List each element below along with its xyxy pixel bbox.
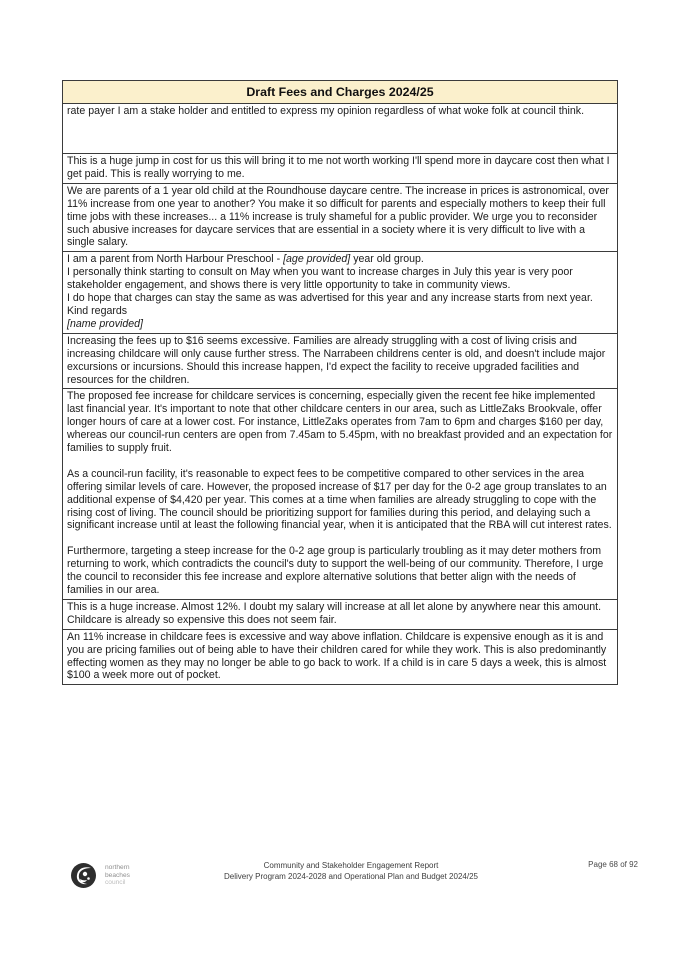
comment-row-1 xyxy=(63,104,617,154)
comment-text: I personally think starting to consult on May when you want to increase charges in July this year is very poor stakeholder engagement, and shows there is very little opportunity to take in community views. xyxy=(67,266,573,292)
comment-row-5 xyxy=(63,334,617,390)
table-title-row xyxy=(63,81,617,104)
page-footer xyxy=(0,858,675,898)
comment-row-4 xyxy=(63,252,617,333)
fees-and-charges-table xyxy=(62,80,618,685)
footer-report-title xyxy=(62,860,640,882)
comment-text: Kind regards xyxy=(67,304,128,317)
table-title: Draft Fees and Charges 2024/25 xyxy=(246,85,434,99)
report-title-line1: Community and Stakeholder Engagement Report xyxy=(263,861,439,870)
comment-row-2 xyxy=(63,154,617,184)
comment-text: We are parents of a 1 year old child at the Roundhouse daycare centre. The increase in prices is astronomical, over 11% increase from one year to another? You make it so difficult for parents and especially mothers to keep their full time jobs with these increases... a 11% increase is truly shameful for a public provider. We urge you to reconsider such abusive increases for daycare services that are essential in a society where it is very difficult to live with a single salary. xyxy=(67,184,609,249)
comment-row-8 xyxy=(63,630,617,685)
comment-text: This is a huge jump in cost for us this will bring it to me not worth working I'll spend more in daycare cost then what I get paid. This is really worrying to me. xyxy=(67,155,610,180)
comment-text: I am a parent from North Harbour Preschool - [age provided] year old group. xyxy=(67,253,424,266)
logo-text: northern beaches council xyxy=(105,864,130,887)
comment-text: As a council-run facility, it's reasonable to expect fees to be competitive compared to other services in the area offering similar levels of care. However, the proposed increase of $17 per day for the 0-2 age group translates to an additional expense of $4,420 per year. This comes at a time when families are already struggling to cope with the rising cost of living. The council should be prioritizing support for families during this period, and delaying such a significant increase until at least the following financial year, when it is anticipated that the RBA will cut interest rates. xyxy=(67,467,612,532)
report-title-line2: Delivery Program 2024-2028 and Operational Plan and Budget 2024/25 xyxy=(224,872,478,881)
comment-row-3 xyxy=(63,184,617,253)
comment-text: rate payer I am a stake holder and entitled to express my opinion regardless of what woke folk at council think. xyxy=(67,105,585,117)
comment-text: This is a huge increase. Almost 12%. I doubt my salary will increase at all let alone by anywhere near this amount. Childcare is already so expensive this does not seem fair. xyxy=(67,600,602,626)
comment-row-7 xyxy=(63,600,617,630)
comment-text: Increasing the fees up to $16 seems excessive. Families are already struggling with a cost of living crisis and increasing childcare will only cause further stress. The Narrabeen childrens center is old, and doesn't include major excursions or incursions. Should this increase happen, I'd expect the facility to receive upgraded facilities and resources for the children. xyxy=(67,334,606,386)
comment-text: Furthermore, targeting a steep increase for the 0-2 age group is particularly troubling as it may deter mothers from returning to work, which contradicts the council's duty to support the well-being of our community. Therefore, I urge the council to reconsider this fee increase and explore alternative solutions that better align with the needs of families in our area. xyxy=(67,545,604,596)
comment-row-6 xyxy=(63,389,617,599)
redacted-age: [age provided] xyxy=(283,253,351,266)
comment-text: I do hope that charges can stay the same as was advertised for this year and any increase starts from next year. xyxy=(67,292,593,305)
comment-text: An 11% increase in childcare fees is excessive and way above inflation. Childcare is expensive enough as it is and you are pricing families out of being able to have their children cared for while they work. This is also predominantly effecting women as they may no longer be able to go back to work. If a child is in care 5 days a week, this is almost $100 a week more out of pocket. xyxy=(67,630,607,682)
page-number: Page 68 of 92 xyxy=(588,860,638,869)
redacted-name: [name provided] xyxy=(67,317,143,330)
comment-text: The proposed fee increase for childcare services is concerning, especially given the recent fee hike implemented last financial year. It's important to note that other childcare centers in our area, such as LittleZaks Brookvale, offer longer hours of care at a lower cost. For instance, LittleZaks operates from 7am to 6pm and charges $160 per day, whereas our council-run centers are open from 7.45am to 5.45pm, with no breakfast provided and an expectation for families to supply fruit. xyxy=(67,390,613,455)
